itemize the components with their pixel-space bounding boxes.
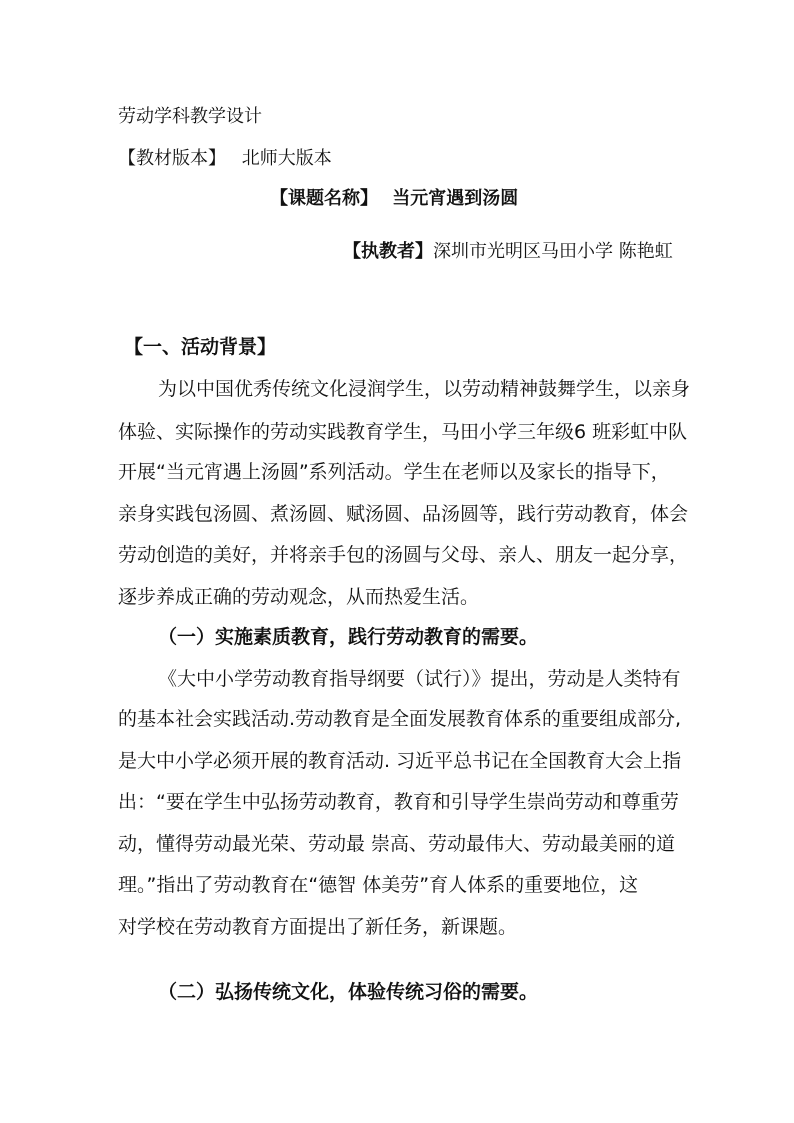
paragraph-line: 为以中国优秀传统文化浸润学生，以劳动精神鼓舞学生，以亲身 [158, 378, 691, 400]
author-value: 深圳市光明区马田小学 陈艳虹 [433, 241, 673, 262]
paragraph-line: 动，懂得劳动最光荣、劳动最 崇高、劳动最伟大、劳动最美丽的道 [118, 833, 676, 855]
paragraph-line: 的基本社会实践活动.劳动教育是全面发展教育体系的重要组成部分, [118, 708, 682, 730]
subsection-heading-1: （一）实施素质教育，践行劳动教育的需要。 [158, 626, 539, 648]
lesson-title-line [270, 190, 518, 208]
lesson-title-label: 【课题名称】 [270, 188, 378, 209]
subsection-heading-2: （二）弘扬传统文化，体验传统习俗的需要。 [158, 981, 539, 1003]
paragraph-line: 对学校在劳动教育方面提出了新任务，新课题。 [118, 916, 518, 938]
edition-value: 北师大版本 [241, 148, 332, 169]
author-label: 【执教者】 [343, 241, 433, 262]
edition-label: 【教材版本】 [118, 148, 226, 169]
subject-line [118, 108, 262, 126]
paragraph-line: 逐步养成正确的劳动观念，从而热爱生活。 [118, 586, 480, 608]
paragraph-line: 出：“要在学生中弘扬劳动教育，教育和引导学生崇尚劳动和尊重劳 [118, 791, 679, 813]
paragraph-line: 是大中小学必须开展的教育活动. 习近平总书记在全国教育大会上指 [118, 750, 682, 772]
paragraph-line: 体验、实际操作的劳动实践教育学生，马田小学三年级6 班彩虹中队 [118, 421, 688, 443]
paragraph-line: 亲身实践包汤圆、煮汤圆、赋汤圆、品汤圆等，践行劳动教育，体会 [118, 503, 689, 525]
author-line [343, 243, 673, 261]
lesson-title-value: 当元宵遇到汤圆 [392, 188, 519, 209]
paragraph-line: 劳动创造的美好，并将亲手包的汤圆与父母、亲人、朋友一起分享， [118, 544, 689, 566]
edition-line [118, 150, 332, 168]
paragraph-line: 《大中小学劳动教育指导纲要（试行）》提出，劳动是人类特有 [158, 668, 681, 690]
subject-text: 劳动学科教学设计 [118, 106, 262, 127]
paragraph-line: 理。”指出了劳动教育在“德智 体美劳”育人体系的重要地位，这 [118, 874, 639, 896]
paragraph-line: 开展“当元宵遇上汤圆”系列活动。学生在老师以及家长的指导下， [118, 461, 670, 483]
section-heading: 【一、活动背景】 [124, 336, 277, 358]
